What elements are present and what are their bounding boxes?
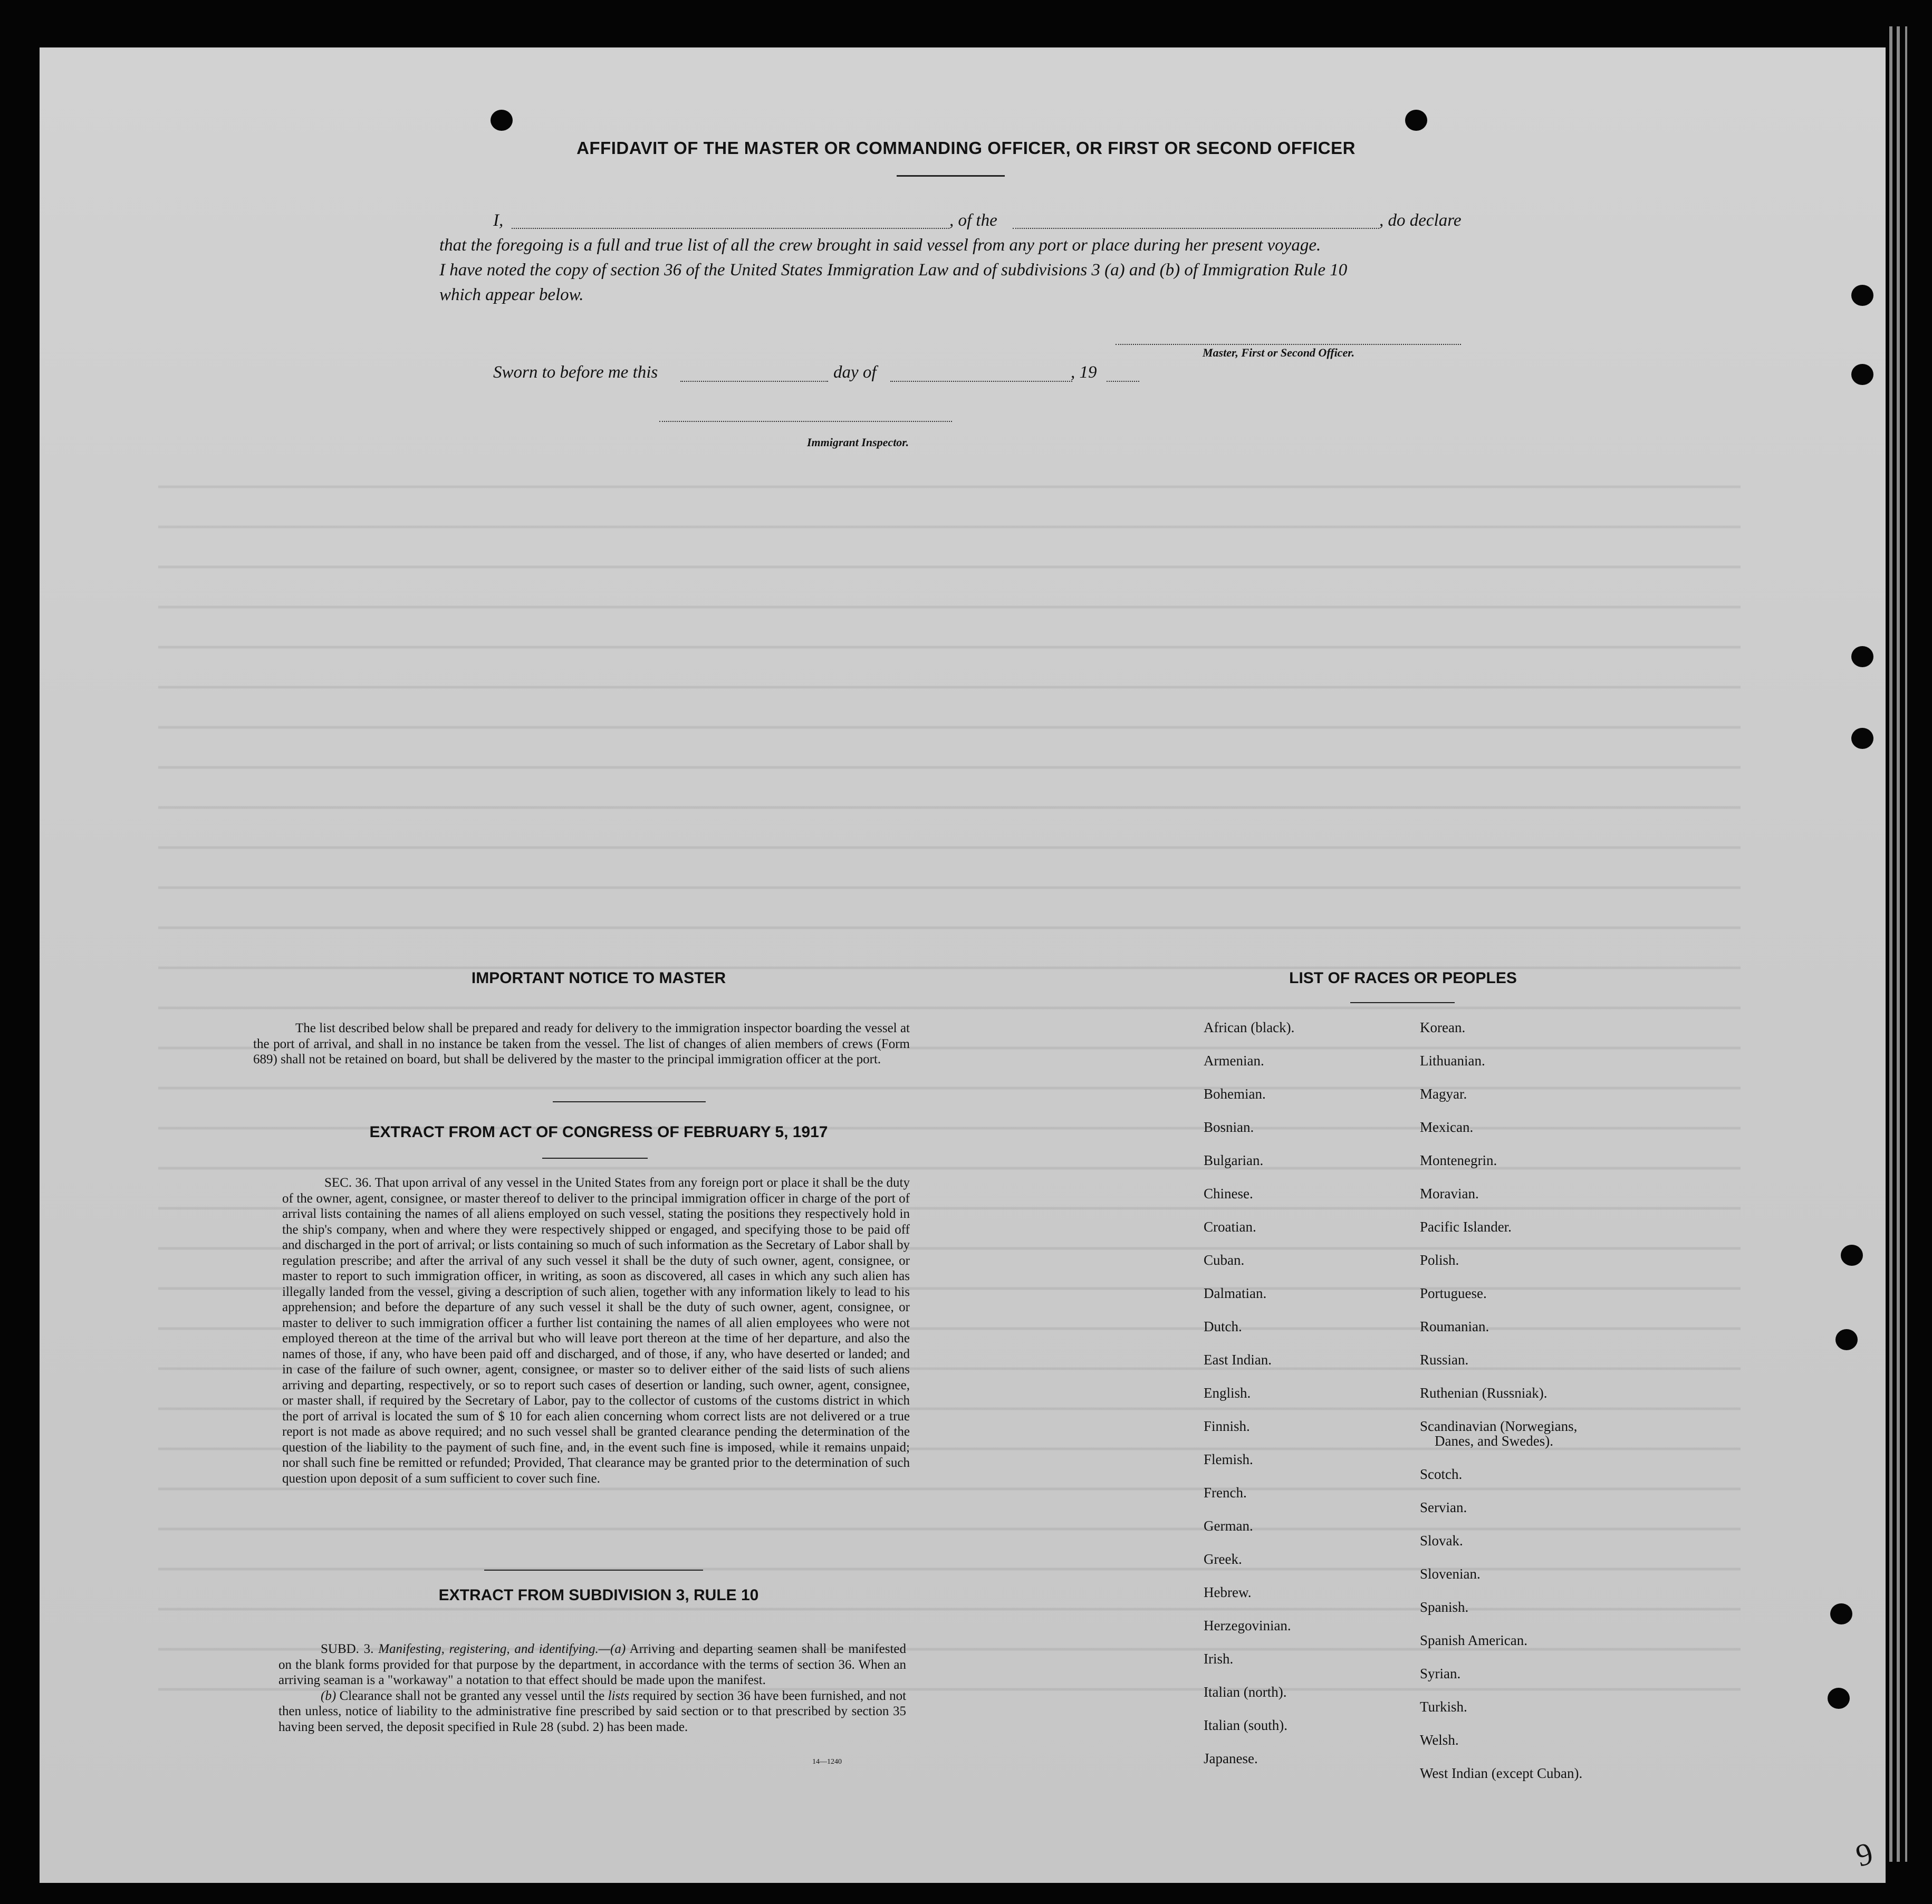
punch-hole: [1830, 1603, 1852, 1624]
act-text-block: [282, 1175, 910, 1486]
sworn-prefix: Sworn to before me this: [493, 363, 658, 382]
bleed-through-texture: [158, 448, 1741, 1714]
notice-text: The list described below shall be prepared and ready for delivery to the immigration inspector boarding the vessel at the port of arrival, and shall in no instance be taken from the vessel. The list of changes of alien members of crews (Form 689) shall not be retained on board, but shall be delivered by the master to the principal immigration officer at the port.: [253, 1021, 910, 1066]
race-item: Armenian.: [1204, 1053, 1264, 1069]
race-item: German.: [1204, 1518, 1253, 1534]
act-rule: [542, 1158, 648, 1159]
race-item: French.: [1204, 1485, 1247, 1501]
inspector-blank[interactable]: [659, 421, 952, 422]
subd-label: SUBD. 3.: [321, 1642, 374, 1656]
race-item: Dutch.: [1204, 1319, 1242, 1334]
race-item: Italian (north).: [1204, 1684, 1287, 1700]
race-item: Chinese.: [1204, 1186, 1253, 1201]
race-item: Finnish.: [1204, 1418, 1250, 1434]
race-item: Slovenian.: [1420, 1566, 1481, 1582]
race-item: Scandinavian (Norwegians,: [1420, 1418, 1578, 1434]
affidavit-line-3: I have noted the copy of section 36 of the United States Immigration Law and of subdivisions 3 (a) and (b) of Immigration Rule 10: [439, 261, 1348, 280]
affidavit-line-2: that the foregoing is a full and true list of all the crew brought in said vessel from any port or place during her present voyage.: [439, 236, 1321, 255]
affidavit-title: AFFIDAVIT OF THE MASTER OR COMMANDING OFFICER, OR FIRST OR SECOND OFFICER: [576, 138, 1356, 158]
signature-label: Master, First or Second Officer.: [1203, 346, 1355, 359]
race-item: Herzegovinian.: [1204, 1618, 1291, 1633]
race-item: Russian.: [1420, 1352, 1469, 1368]
act-title: EXTRACT FROM ACT OF CONGRESS OF FEBRUARY 5, 1917: [369, 1123, 828, 1141]
race-item: West Indian (except Cuban).: [1420, 1765, 1583, 1781]
race-item: Slovak.: [1420, 1533, 1463, 1549]
race-item: Lithuanian.: [1420, 1053, 1485, 1069]
race-item: Mexican.: [1420, 1119, 1474, 1135]
race-item: Montenegrin.: [1420, 1152, 1497, 1168]
title-rule: [897, 175, 1005, 177]
subd-3-paragraph: [278, 1641, 906, 1688]
name-blank[interactable]: [512, 228, 949, 229]
races-rule: [1350, 1002, 1455, 1003]
race-item: Pacific Islander.: [1420, 1219, 1512, 1235]
race-item: Italian (south).: [1204, 1717, 1287, 1733]
race-item: Moravian.: [1420, 1186, 1479, 1201]
punch-hole: [1841, 1245, 1863, 1266]
punch-hole: [1835, 1329, 1858, 1350]
races-title: LIST OF RACES OR PEOPLES: [1289, 969, 1517, 987]
race-item: Syrian.: [1420, 1666, 1461, 1681]
punch-hole: [1851, 646, 1873, 667]
race-item: Magyar.: [1420, 1086, 1467, 1102]
subd-b-text-2: required by section 36 have been furnished, and not then unless, notice of liability to the administrative fine prescribed by said section or to that prescribed by section 35 having been served, the deposit specified in Rule 28 (subd. 2) has been made.: [278, 1688, 907, 1734]
race-item: Cuban.: [1204, 1252, 1245, 1268]
race-item: Greek.: [1204, 1551, 1242, 1567]
race-item: Roumanian.: [1420, 1319, 1489, 1334]
race-item: Servian.: [1420, 1499, 1467, 1515]
sworn-month-blank[interactable]: [890, 381, 1072, 382]
race-item: Irish.: [1204, 1651, 1234, 1667]
race-item: Flemish.: [1204, 1451, 1253, 1467]
notice-title: IMPORTANT NOTICE TO MASTER: [471, 969, 726, 987]
punch-hole: [491, 110, 513, 131]
subd-heading: Manifesting, registering, and identifying.—(a): [378, 1642, 626, 1656]
punch-hole: [1851, 364, 1873, 385]
form-number: 14—1240: [812, 1758, 842, 1766]
page-edge: [1897, 26, 1900, 1862]
notice-rule: [553, 1101, 706, 1102]
race-item: Dalmatian.: [1204, 1285, 1267, 1301]
race-item: Hebrew.: [1204, 1584, 1252, 1600]
subd-b-text-1: Clearance shall not be granted any vessel until the: [339, 1688, 605, 1703]
subd-b-paragraph: [278, 1688, 906, 1735]
race-item: Turkish.: [1420, 1699, 1467, 1715]
race-item: Welsh.: [1420, 1732, 1459, 1748]
rule-text-block: [278, 1641, 906, 1735]
signature-blank[interactable]: [1116, 344, 1461, 345]
sworn-day-blank[interactable]: [680, 381, 828, 382]
affidavit-declare: , do declare: [1379, 211, 1462, 230]
subd-text: Arriving and departing seamen shall be manifested on the blank forms provided for that purpose by the department, in accordance with the terms of section 36. When an arriving seaman is a "workaway" a notation to that effect should be made upon the manifest.: [278, 1642, 907, 1687]
punch-hole: [1851, 728, 1873, 749]
race-item: Japanese.: [1204, 1751, 1258, 1766]
race-item: East Indian.: [1204, 1352, 1272, 1368]
race-item: Scotch.: [1420, 1466, 1463, 1482]
punch-hole: [1851, 285, 1873, 306]
subd-b-lists: lists: [608, 1688, 629, 1703]
affidavit-i: I,: [493, 211, 504, 230]
page-edge: [1905, 26, 1907, 1862]
sworn-year-blank[interactable]: [1107, 381, 1139, 382]
race-item: Bosnian.: [1204, 1119, 1254, 1135]
race-item: Danes, and Swedes).: [1435, 1433, 1553, 1449]
punch-hole: [1405, 110, 1427, 131]
race-item: Croatian.: [1204, 1219, 1256, 1235]
race-item: Bohemian.: [1204, 1086, 1266, 1102]
race-item: Korean.: [1420, 1020, 1466, 1035]
notice-text-block: [253, 1021, 910, 1068]
rule-extract-rule: [484, 1570, 703, 1571]
act-text: SEC. 36. That upon arrival of any vessel in the United States from any foreign port or place it shall be the duty of the owner, agent, consignee, or master thereof to deliver to the principal immigration officer in charge of the port of arrival lists containing the names of all aliens employed on such vessel, stating the positions they respectively hold in the ship's company, when and where they were respectively shipped or engaged, and specifying those to be paid off and discharged in the port of arrival; or lists containing so much of such information as the Secretary of Labor shall by regulation prescribe; and after the arrival of any such vessel it shall be the duty of such owner, agent, consignee, or master to report to such immigration officer, in writing, as soon as discovered, all cases in which any such alien has illegally landed from the vessel, giving a description of such alien, together with any information likely to lead to his apprehension; and before the departure of any such vessel it shall be the duty of such owner, agent, consignee, or master to deliver to such immigration officer a further list containing the names of all alien employees who were not employed thereon at the time of the arrival but who will leave port thereon at the time of her departure, and also the names of those, if any, who have been paid off and discharged, and of those, if any, who have deserted or landed; and in case of the failure of such owner, agent, consignee, or master so to deliver either of the said lists of such aliens arriving and departing, respectively, or so to report such cases of desertion or landing, such owner, agent, consignee, or master shall, if required by the Secretary of Labor, pay to the collector of customs of the customs district in which the port of arrival is located the sum of $ 10 for each alien concerning whom correct lists are not delivered or a true report is not made as above required; and no such vessel shall be granted clearance pending the determination of the question of the liability to the payment of such fine, and, in the event such fine is imposed, while it remains unpaid; nor shall such fine be remitted or refunded; Provided, That clearance may be granted prior to the determination of such question upon deposit of a sum sufficient to cover such fine.: [282, 1176, 910, 1486]
page-edge: [1889, 26, 1892, 1862]
inspector-label: Immigrant Inspector.: [807, 436, 909, 449]
race-item: Portuguese.: [1420, 1285, 1487, 1301]
race-item: Ruthenian (Russniak).: [1420, 1385, 1547, 1401]
sworn-day-of: day of: [833, 363, 877, 382]
affidavit-of-the: , of the: [949, 211, 997, 230]
vessel-blank[interactable]: [1013, 228, 1379, 229]
margin-note: 9: [1852, 1835, 1877, 1873]
race-item: Spanish American.: [1420, 1632, 1527, 1648]
punch-hole: [1828, 1688, 1850, 1709]
race-item: Polish.: [1420, 1252, 1459, 1268]
race-item: Bulgarian.: [1204, 1152, 1264, 1168]
race-item: English.: [1204, 1385, 1251, 1401]
race-item: Spanish.: [1420, 1599, 1469, 1615]
sworn-year: , 19: [1071, 363, 1097, 382]
race-item: African (black).: [1204, 1020, 1295, 1035]
subd-b-label: (b): [321, 1688, 337, 1703]
affidavit-line-4: which appear below.: [439, 285, 584, 304]
rule-title: EXTRACT FROM SUBDIVISION 3, RULE 10: [438, 1586, 759, 1604]
